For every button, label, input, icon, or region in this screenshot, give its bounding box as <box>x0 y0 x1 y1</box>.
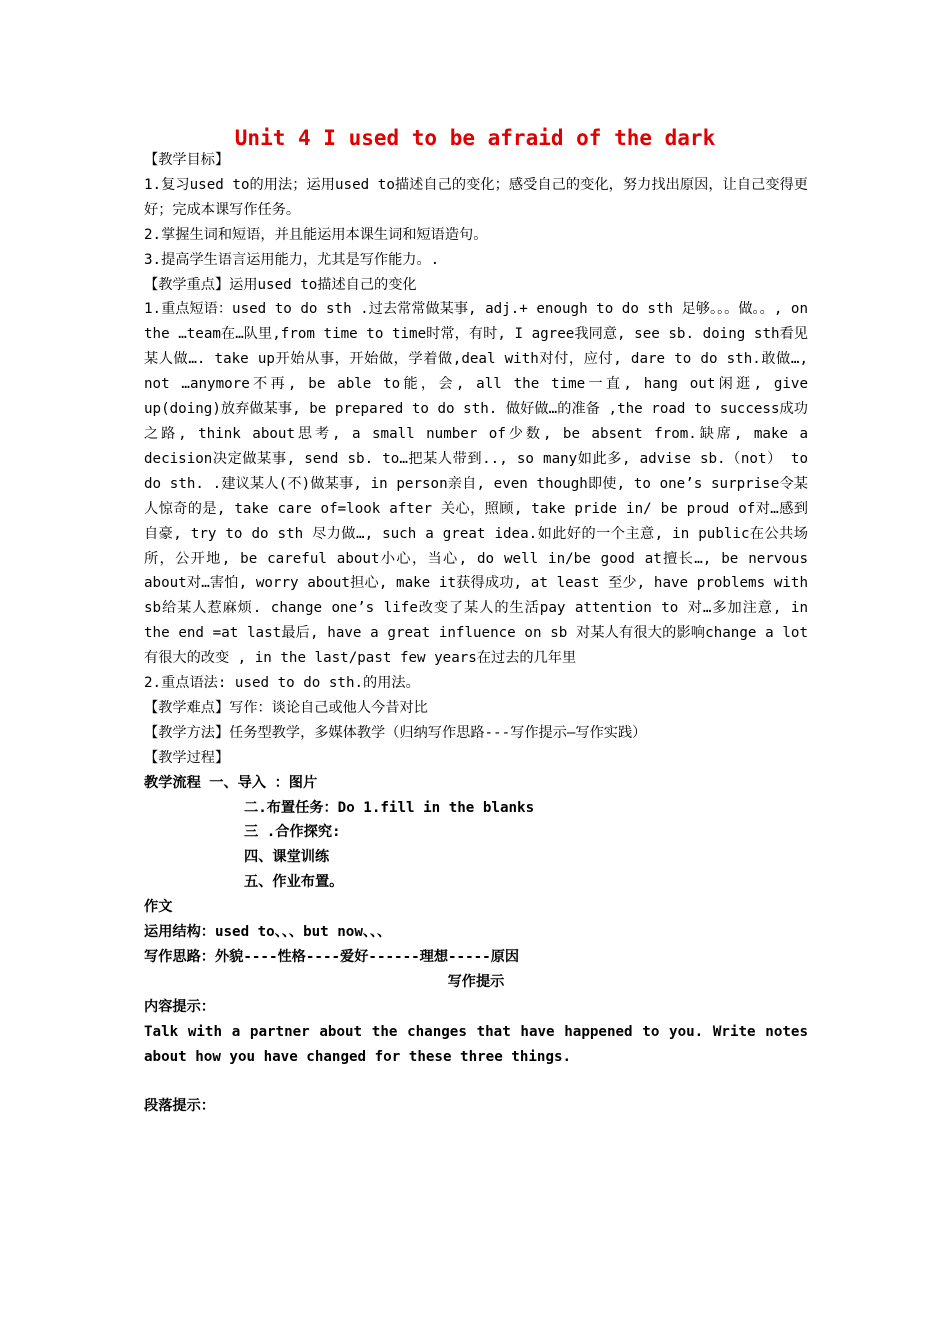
key-points-heading: 【教学重点】运用used to描述自己的变化 <box>144 276 417 293</box>
process-step: 五、作业布置。 <box>244 874 344 891</box>
writing-tips-title: 写作提示 <box>447 973 505 990</box>
blank-line <box>144 1070 808 1095</box>
process-heading: 【教学过程】 <box>144 749 230 766</box>
process-step: 三 .合作探究: <box>244 824 341 841</box>
document-body <box>144 148 808 1119</box>
process-flow-first: 教学流程 一、导入 ：图片 <box>144 774 318 791</box>
objectives-heading: 【教学目标】 <box>144 152 230 168</box>
objective-item: 2.掌握生词和短语，并且能运用本课生词和短语造句。 <box>144 226 488 243</box>
method-heading: 【教学方法】任务型教学，多媒体教学（归纳写作思路---写作提示—写作实践） <box>144 724 647 741</box>
key-grammar: 2.重点语法: used to do sth.的用法。 <box>144 675 420 692</box>
writing-approach: 写作思路：外貌----性格----爱好------理想-----原因 <box>144 949 520 965</box>
objective-item: 3.提高学生语言运用能力，尤其是写作能力。. <box>144 251 440 268</box>
process-step: 二.布置任务：Do 1.fill in the blanks <box>244 799 535 816</box>
writing-structure: 运用结构：used to、、、but now、、、 <box>144 924 392 941</box>
objective-item: 1.复习used to的用法；运用used to描述自己的变化；感受自己的变化，努力找出原因，让自己变得更好；完成本课写作任务。 <box>144 176 808 218</box>
paragraph-hint-label: 段落提示： <box>144 1098 215 1115</box>
document-title: Unit 4 I used to be afraid of the dark <box>234 126 716 150</box>
writing-heading: 作文 <box>144 899 173 916</box>
key-phrases: 1.重点短语：used to do sth .过去常常做某事, adj.+ enough to do sth 足够。。。做。。, on the …team在…队里,from time to time时常，有时, I agree我同意, see sb. doing sth看见某人做…. take up开始从事，开始做，学着做,deal with对付，应付, dare to do sth.敢做…, not …anymore不再, be able to能，会, all the time一直, hang out闲逛, give up(doing)放弃做某事, be prepared to do sth. 做好做…的准备 ,the road to success成功之路, think about思考, a small number of少数, be absent from.缺席, make a decision决定做某事, send sb. to…把某人带到.., so many如此多, advise sb.（not） to do sth. .建议某人(不)做某事, in person亲自, even though即使, to one’s surprise令某人惊奇的是, take care of=look after 关心，照顾, take pride in/ be proud of对…感到自豪, try to do sth 尽力做…, such a great idea.如此好的一个主意, in public在公共场所，公开地, be careful about小心，当心, do well in/be good at擅长…, be nervous about对…害怕, worry about担心, make it获得成功, at least 至少, have problems with sb给某人惹麻烦. change one’s life改变了某人的生活pay attention to 对…多加注意, in the end =at last最后, have a great influence on sb 对某人有很大的影响change a lot有很大的改变 , in the last/past few years在过去的几年里 <box>144 301 808 667</box>
process-step: 四、课堂训练 <box>244 849 330 866</box>
content-hint-text: Talk with a partner about the changes that have happened to you. Write notes about how you have changed for these three things. <box>144 1023 808 1065</box>
content-hint-label: 内容提示： <box>144 998 215 1015</box>
difficulty-heading: 【教学难点】写作：谈论自己或他人今昔对比 <box>144 699 428 716</box>
